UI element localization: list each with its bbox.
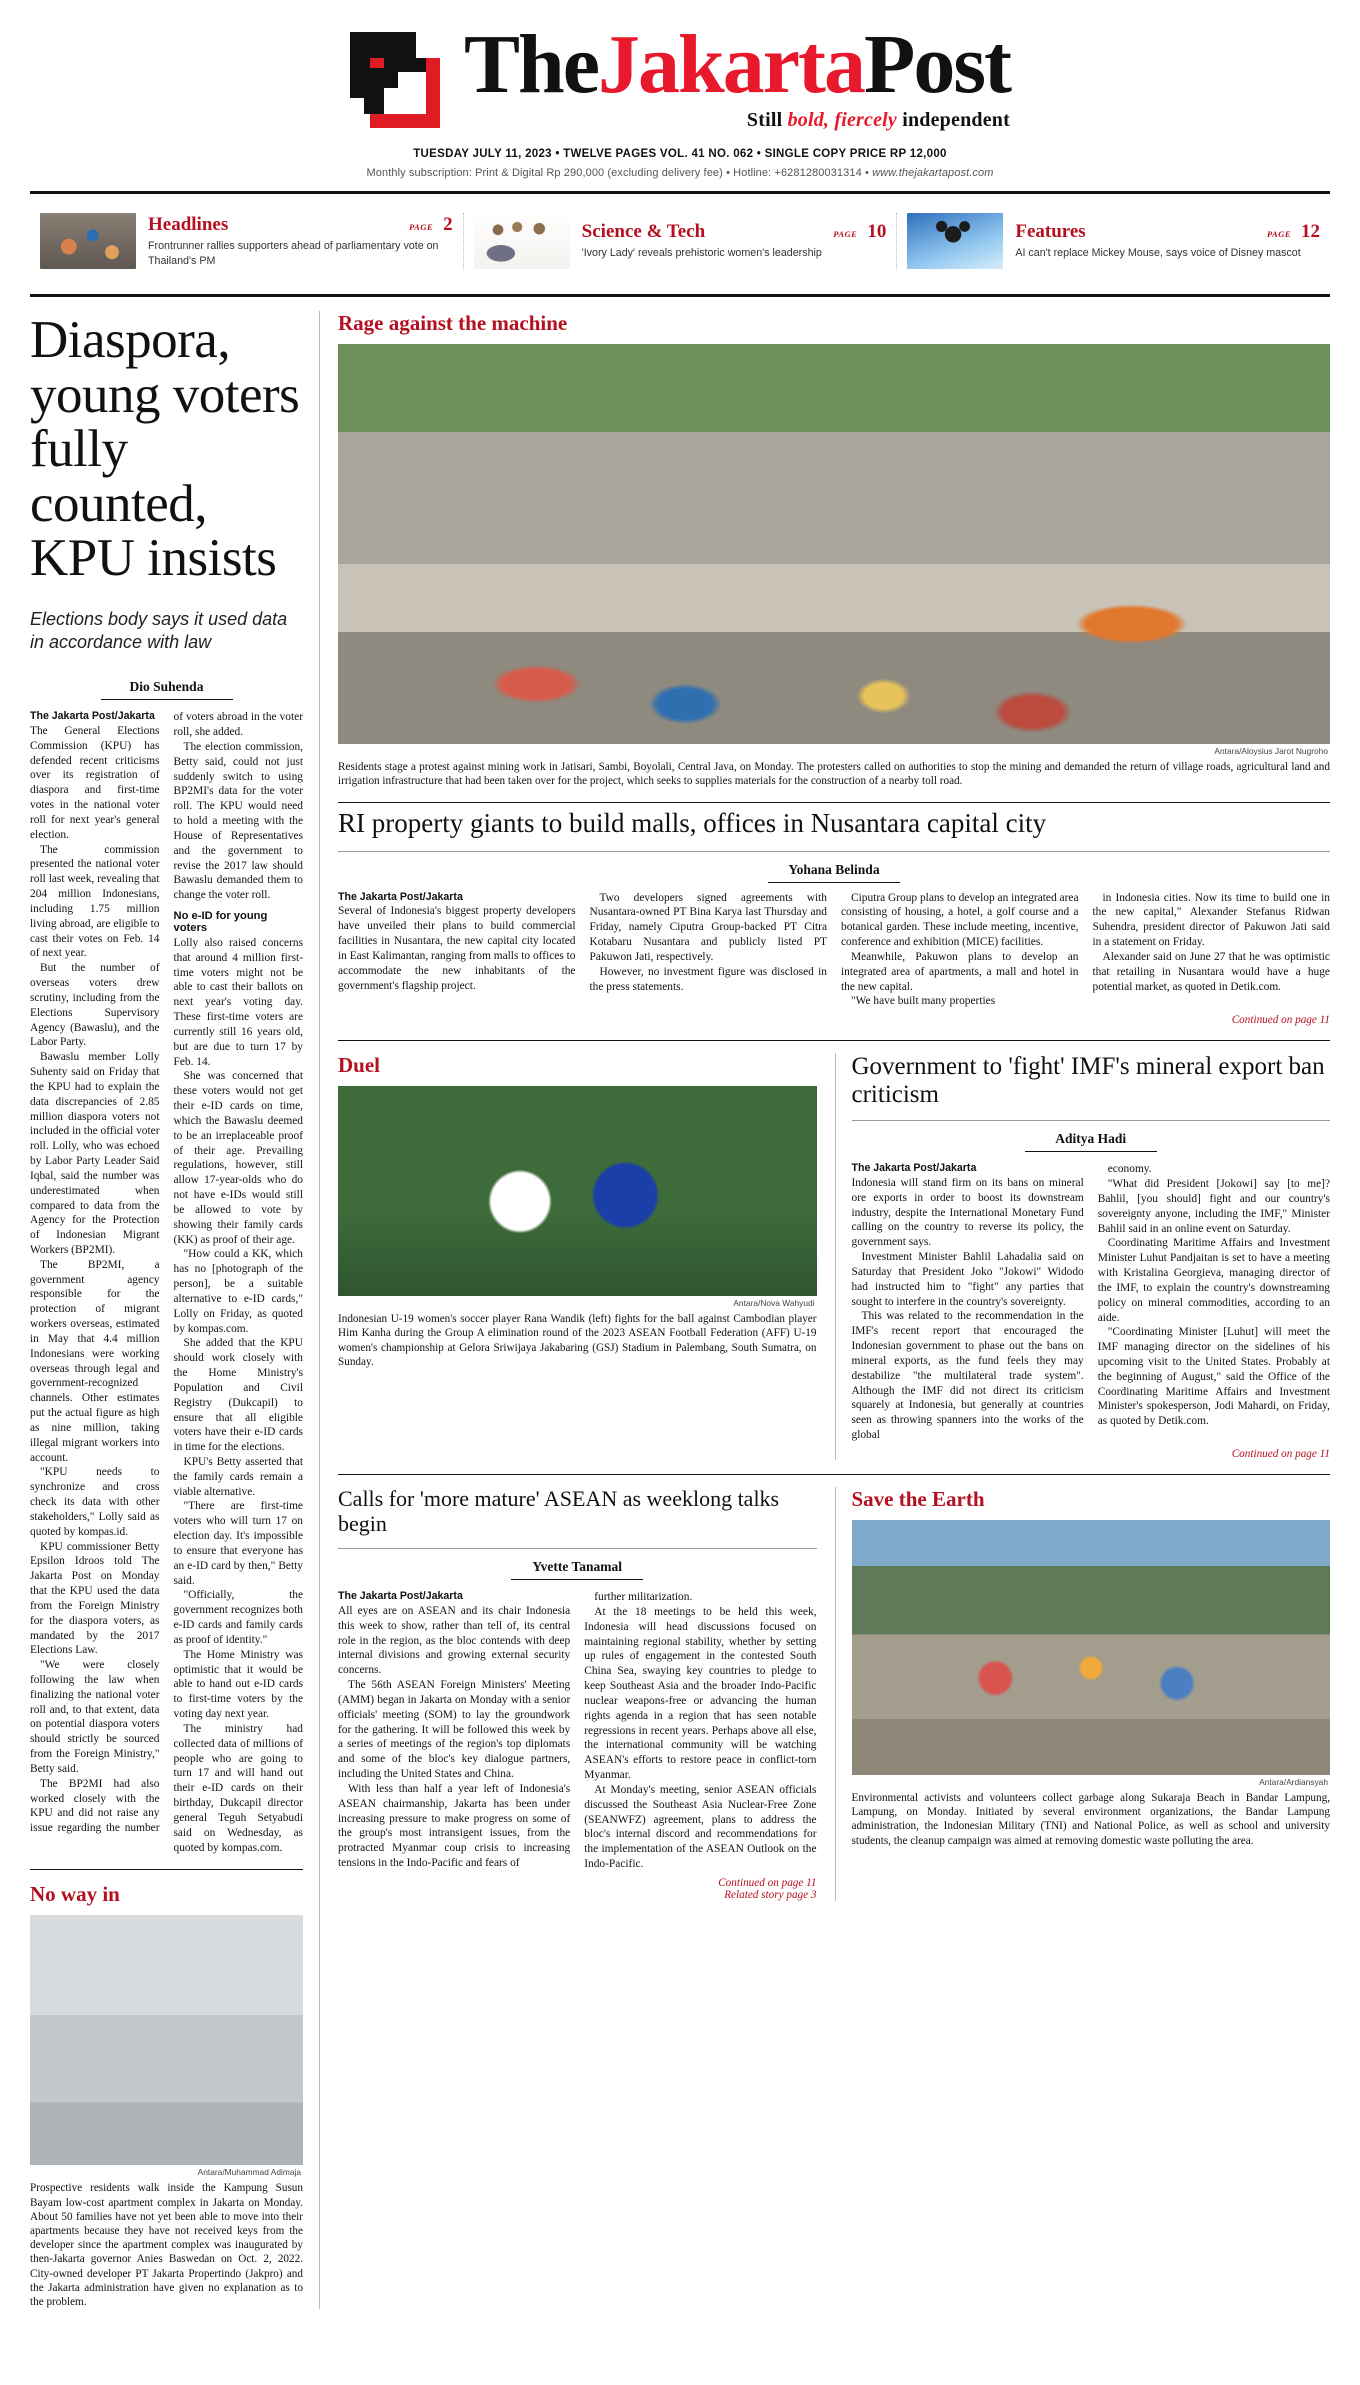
duel-kicker: Duel — [338, 1053, 380, 1078]
rage-photo-credit: Antara/Aloysius Jarot Nugroho — [1214, 746, 1328, 756]
article-paragraph: The election commission, Betty said, could not just suddenly switch to using BP2MI's data for the voter roll. The KPU would need to hold a meeting with the House of Representatives and the government to revise the 2017 law should Bawaslu demanded them to change the voter roll. — [173, 740, 303, 902]
duel-imf-row — [338, 1053, 1330, 1460]
teaser-page-number: 10 — [867, 221, 887, 243]
duel-photo-credit: Antara/Nova Wahyudi — [733, 1298, 815, 1309]
asean-rule — [338, 1548, 817, 1549]
teaser-description: AI can't replace Mickey Mouse, says voice of Disney mascot — [1015, 247, 1301, 260]
article-paragraph: Ciputra Group plans to develop an integrated area consisting of housing, a hotel, a golf course and a botanical garden. These include meeting, incentive, conference and exhibition (MICE) facilities. — [841, 891, 1079, 949]
tagline-bold-fiercely: bold, fiercely — [787, 109, 897, 132]
dateline: TUESDAY JULY 11, 2023 • TWELVE PAGES VOL. 41 NO. 062 • SINGLE COPY PRICE RP 12,000 — [413, 148, 947, 161]
wordmark-the: The — [464, 18, 599, 111]
teaser-page-number: 12 — [1301, 221, 1321, 243]
asean-continued[interactable]: Continued on page 11 — [718, 1876, 817, 1889]
property-byline: Yohana Belinda — [768, 862, 900, 883]
earth-caption: Environmental activists and volunteers collect garbage along Sukaraja Beach in Bandar Lampung, Lampung, on Monday. Initiated by several environment organizations, the Bandar Lampung administration, the Indonesian Military (TNI) and National Police, as well as school and university students, the cleanup campaign was aimed at removing domestic waste polluting the area. — [851, 1791, 1330, 1847]
article-paragraph: "We have built many properties — [851, 995, 996, 1008]
article-paragraph: Alexander said on June 27 that he was optimistic that retailing in Nusantara would have a huge potential market, as quoted in Detik.com. — [1092, 950, 1330, 993]
teaser-features[interactable] — [896, 213, 1330, 269]
article-paragraph: Investment Minister Bahlil Lahadalia said on Saturday that President Joko "Jokowi" Widodo had instructed him to "fight" any parties that sought to interfere in the country's sovereignty. — [851, 1251, 1084, 1308]
lead-byline-wrap — [101, 679, 233, 700]
imf-body — [852, 1162, 1331, 1443]
teaser-thumbnail-image — [40, 213, 136, 269]
masthead-text-block — [464, 18, 1010, 132]
property-continued[interactable]: Continued on page 11 — [1231, 1014, 1330, 1027]
lead-body — [30, 710, 303, 1855]
teaser-description: Frontrunner rallies supporters ahead of parliamentary vote on Thailand's PM — [148, 240, 439, 267]
article-paragraph: "Coordinating Minister [Luhut] will meet the IMF managing director on the sidelines of his upcoming visit to the United States. Probably at the beginning of August," said the Office of the Coordinating Maritime Affairs and Investment Minister's spokesperson, Jodi Mahardi, on Friday, as quoted by Detik.com. — [1097, 1326, 1330, 1428]
teaser-thumbnail-image — [907, 213, 1003, 269]
teaser-section-label[interactable]: Science & Tech — [581, 221, 706, 243]
article-paragraph: Coordinating Maritime Affairs and Investment Minister Luhut Pandjaitan is set to have a meeting with Kristalina Georgieva, managing director of the IMF, to explain the country's downstreaming policy on mineral commodities, according to an aide. — [1097, 1237, 1330, 1324]
article-paragraph: Meanwhile, Pakuwon plans to develop an integrated area of apartments, a mall and hotel in the new capital. — [841, 950, 1079, 993]
right-column — [320, 311, 1330, 2309]
paragraph-text: The General Elections Commission (KPU) has defended recent criticisms over its registration of diaspora and first-time votes in the national voter roll for next year's general election. — [30, 725, 160, 841]
article-paragraph: The BP2MI, a government agency responsible for the protection of migrant workers overseas, estimated in May that 4.4 million Indonesians were working overseas through legal and government-recognized channels. Other estimates put the actual figure as high as nine million, taking illegal migrant workers into account. — [30, 1258, 160, 1464]
property-divider — [338, 802, 1330, 803]
asean-block — [338, 1487, 817, 1901]
noway-photo-credit: Antara/Muhammad Adimaja — [197, 2167, 301, 2178]
article-paragraph: "What did President [Jokowi] say [to me]? Bahlil, [you should] fight and our country's sovereignty anyone, including the IMF," Minister Bahlil said in an online event on Saturday. — [1097, 1178, 1330, 1235]
article-paragraph: further militarization. — [594, 1591, 693, 1604]
teaser-page-label: PAGE — [833, 229, 858, 240]
imf-headline[interactable]: Government to 'fight' IMF's mineral export ban criticism — [851, 1053, 1325, 1108]
lead-headline[interactable]: Diaspora, young voters fully counted, KPU insists — [30, 311, 300, 588]
teaser-section-label[interactable]: Headlines — [148, 214, 229, 236]
article-paragraph: The BP2MI had also worked closely with the KPU and did not raise any issue regarding the number of voters abroad in the voter roll, she added. — [30, 711, 303, 1835]
noway-photo — [30, 1915, 303, 2165]
masthead — [30, 0, 1330, 200]
duel-photo — [338, 1086, 817, 1296]
masthead-row — [30, 18, 1330, 132]
property-rule — [338, 851, 1330, 852]
earth-photo — [852, 1520, 1331, 1775]
article-paragraph: With less than half a year left of Indonesia's ASEAN chairmanship, Jakarta has been under increasing pressure to make progress on some of the group's most intransigent issues, from the protracted Myanmar coup crisis to increasing tensions in the Indo-Pacific and fears of — [338, 1782, 571, 1869]
lead-deck: Elections body says it used data in accordance with law — [30, 608, 288, 652]
asean-byline: Yvette Tanamal — [511, 1559, 643, 1580]
asean-divider — [338, 1474, 1330, 1475]
article-paragraph: KPU commissioner Betty Epsilon Idroos told The Jakarta Post on Monday that the KPU used the data from the Foreign Ministry for the diaspora voters, as mandated by the 2017 Elections Law. — [30, 1540, 160, 1657]
duel-imf-divider — [338, 1040, 1330, 1041]
main-content — [30, 297, 1330, 2309]
rage-kicker: Rage against the machine — [338, 311, 568, 335]
imf-rule — [852, 1120, 1331, 1121]
teaser-page-label: PAGE — [1266, 229, 1292, 240]
article-paragraph: "There are first-time voters who will turn 17 on election day. It's impossible to ensure that everyone has an e-ID card by then," Betty said. — [173, 1500, 303, 1587]
article-paragraph: Two developers signed agreements with Nusantara-owned PT Bina Karya last Thursday and Friday, namely Ciputra Group-backed PT Citra Kotabaru Nusantara and publicly listed PT Pakuwon Jati, respectively. — [589, 891, 827, 963]
asean-related-story[interactable]: Related story page 3 — [724, 1888, 817, 1901]
masthead-wordmark — [464, 18, 1010, 111]
earth-kicker: Save the Earth — [851, 1486, 985, 1511]
teaser-description: 'Ivory Lady' reveals prehistoric women's leadership — [581, 247, 822, 260]
article-paragraph: At Monday's meeting, senior ASEAN officials discussed the Southeast Asia Nuclear-Free Zone (SEANWFZ) agreement, plans to address the bloc's internal discord and recommendations for the implementation of the ASEAN Outlook on the Indo-Pacific. — [584, 1783, 817, 1871]
article-paragraph: in Indonesia cities. Now its time to build one in the new capital," Alexander Stefanus Ridwan Suhendra, president director of Pakuwon Jati said in a statement on Friday. — [1092, 891, 1330, 949]
article-paragraph: Bawaslu member Lolly Suhenty said on Friday that the KPU had to explain the data discrepancies of 2.85 million diaspora voters not included in the official voter roll. Lolly, who was echoed by Labor Party Leader Said Iqbal, said the number was underestimated when compared to data from the Agency for the Protection of Indonesian Migrant Workers (BP2MI). — [30, 1051, 160, 1256]
rage-caption: Residents stage a protest against mining work in Jatisari, Sambi, Boyolali, Central Java, on Monday. The protesters called on authorities to stop the mining and demanded the return of village roads, agricultural land and irrigation infrastructure that had been taken over for the project, which seeks to supplies materials for the construction of a nearby toll road. — [338, 761, 1330, 788]
asean-headline[interactable]: Calls for 'more mature' ASEAN as weeklong talks begin — [338, 1485, 780, 1536]
paragraph-text: All eyes are on ASEAN and its chair Indonesia this week to show, rather than tell of, its central role in the region, as the bloc contends with deep internal divisions and growing external security concerns. — [338, 1604, 571, 1677]
earth-photo-credit: Antara/Ardiansyah — [1259, 1776, 1328, 1787]
teaser-science-tech[interactable] — [463, 213, 897, 269]
lead-subheadline: No e-ID for young voters — [173, 910, 268, 934]
paragraph-text: Several of Indonesia's biggest property developers have unveiled their plans to build commercial facilities in Nusantara, the new capital city located in East Kalimantan, ranging from malls to offices to accommodate the new inhabitants of the government's flagship project. — [338, 905, 576, 992]
article-paragraph: economy. — [1107, 1163, 1152, 1176]
article-paragraph: "How could a KK, which has no [photograph of the person], be a suitable alternative to e-ID cards," Lolly on Friday, as quoted by kompas.com. — [173, 1248, 303, 1335]
article-paragraph — [338, 1590, 570, 1678]
imf-continued[interactable]: Continued on page 11 — [1231, 1447, 1330, 1460]
subscription-text: Monthly subscription: Print & Digital Rp 290,000 (excluding delivery fee) • Hotline: +6281280031314 • — [366, 167, 873, 180]
teaser-page-label: PAGE — [409, 222, 434, 233]
duel-caption: Indonesian U-19 women's soccer player Rana Wandik (left) fights for the ball against Cambodian player Him Kanha during the Group A elimination round of the 2023 ASEAN Football Federation (AFF) U-19 women's championship at Gelora Sriwijaya Jakabaring (GSJ) Stadium in Palembang, South Sumatra, on Sunday. — [338, 1313, 817, 1368]
article-paragraph: "KPU needs to synchronize and cross check its data with other stakeholders," Lolly said as quoted by kompas.id. — [30, 1466, 160, 1538]
asean-byline-wrap — [511, 1559, 643, 1580]
article-paragraph: Lolly also raised concerns that around 4 million first-time voters might not be able to cast their ballots on next year's voting day. These first-time voters are currently still 16 years old, but are due to turn 17 by Feb. 14. — [173, 937, 303, 1068]
article-paragraph: "Officially, the government recognizes both e-ID cards and family cards as proof of identity." — [173, 1589, 303, 1646]
article-paragraph: The commission presented the national voter roll last week, revealing that 204 million Indonesians, including 1.75 million living abroad, are eligible to cast their votes on Feb. 14 of next year. — [30, 843, 160, 960]
jakarta-post-logo-icon — [350, 32, 446, 128]
website-url[interactable]: www.thejakartapost.com — [872, 167, 994, 180]
article-paragraph — [852, 1162, 1084, 1250]
lead-story-column — [30, 311, 320, 2309]
article-paragraph: "We were closely following the law when finalizing the national voter roll and, to that extent, data on potential diaspora voters should strictly be sourced from the Foreign Ministry," Betty said. — [30, 1659, 160, 1775]
article-paragraph: KPU's Betty asserted that the family cards remain a viable alternative. — [173, 1455, 303, 1498]
tagline-independent: independent — [897, 109, 1010, 132]
article-paragraph: She was concerned that these voters would not get their e-ID cards on time, which the Bawaslu deemed to be an irreplaceable proof of their age. Prevailing regulations, however, still allow 17-year-olds who do not have e-IDs would still be allowed to vote by showing their family cards (KK) as proof of their age. — [173, 1070, 303, 1246]
teaser-section-label[interactable]: Features — [1015, 221, 1086, 243]
masthead-tagline — [464, 109, 1010, 132]
paragraph-text: Indonesia will stand firm on its bans on mineral ore exports in order to boost its downstream industry, despite the International Monetary Fund calling on the country to reverse its policy, the government says. — [851, 1176, 1084, 1249]
article-paragraph: At the 18 meetings to be held this week, Indonesia will head discussions focused on maintaining regional stability, whether by setting up rules of engagement in the contested South China Sea, swaying key countries to pledge to keep Southeast Asia and the broader Indo-Pacific nuclear weapons-free or advancing the human rights agenda in a region that has seen notable regressions in recent years. Perhaps above all else, the international community will be watching ASEAN's efforts to restore peace in conflict-torn Myanmar. — [584, 1605, 817, 1782]
article-credit: The Jakarta Post/Jakarta — [30, 710, 155, 723]
asean-earth-row — [338, 1487, 1330, 1901]
lead-byline: Dio Suhenda — [101, 679, 233, 700]
article-credit: The Jakarta Post/Jakarta — [338, 890, 463, 903]
noway-divider — [30, 1869, 303, 1870]
imf-block — [835, 1053, 1331, 1460]
wordmark-post: Post — [864, 18, 1010, 111]
article-paragraph: But the number of overseas voters drew scrutiny, including from the Elections Supervisory Agency (Bawaslu), and the Labor Party. — [30, 962, 160, 1049]
article-credit: The Jakarta Post/Jakarta — [338, 1590, 463, 1603]
earth-block — [835, 1487, 1331, 1901]
teaser-headlines[interactable] — [30, 213, 463, 269]
article-paragraph: The Home Ministry was optimistic that it would be able to hand out e-ID cards to first-time voters by the voting day next year. — [173, 1648, 303, 1721]
masthead-divider — [30, 191, 1330, 194]
article-paragraph — [30, 710, 160, 842]
article-credit: The Jakarta Post/Jakarta — [851, 1162, 977, 1175]
teaser-thumbnail-image — [474, 213, 570, 269]
article-paragraph — [338, 891, 576, 994]
duel-block — [338, 1053, 817, 1460]
noway-caption: Prospective residents walk inside the Kampung Susun Bayam low-cost apartment complex in Jakarta on Monday. About 50 families have not yet been able to move into their apartments because they have not received keys from the developer since the apartment complex was inaugurated by then-Jakarta governor Anies Baswedan on Oct. 2, 2022. City-owned developer PT Jakarta Propertindo (Jakpro) and the Jakarta administration have given no explanation as to the problem. — [30, 2182, 303, 2309]
tagline-still: Still — [746, 109, 788, 132]
property-body — [338, 891, 1330, 1010]
asean-body — [338, 1590, 817, 1872]
rage-photo — [338, 344, 1330, 744]
section-teaser-bar — [30, 200, 1330, 282]
subscription-line — [30, 167, 1330, 179]
noway-kicker: No way in — [30, 1882, 120, 1907]
property-headline[interactable]: RI property giants to build malls, offices in Nusantara capital city — [338, 808, 1047, 839]
teaser-page-number: 2 — [443, 214, 453, 236]
article-paragraph: This was related to the recommendation in the IMF's recent report that encouraged the Indonesian government to phase out the bans on mineral exports, as the fund feels they may destabilize "the multilateral trade system". Although the IMF did not direct its criticism squarely at Indonesia, but generally at countries seen as throwing spanners into the works of the global — [851, 1310, 1084, 1442]
imf-byline-wrap — [1025, 1131, 1157, 1152]
article-paragraph: However, no investment figure was disclosed in the press statements. — [589, 965, 827, 993]
property-byline-wrap — [768, 862, 900, 883]
article-paragraph: She added that the KPU should work closely with the Home Ministry's Population and Civil Registry (Dukcapil) to ensure that all eligible voters have their e-ID cards in time for the elections. — [173, 1337, 303, 1454]
article-paragraph: The ministry had collected data of millions of people who are going to turn 17 and will hand out their e-ID cards on their birthday, Dukcapil director general Teguh Setyabudi said on Wednesday, as quoted by kompas.com. — [173, 1722, 303, 1854]
wordmark-jakarta: Jakarta — [598, 18, 865, 111]
article-paragraph: The 56th ASEAN Foreign Ministers' Meeting (AMM) began in Jakarta on Monday with a senior officials' meeting (SOM) to lay the groundwork for the gathering. It will be followed this week by a series of meetings of the region's top diplomats and some of the bloc's key dialogue partners, including the United States and China. — [338, 1679, 571, 1781]
imf-byline: Aditya Hadi — [1025, 1131, 1157, 1152]
